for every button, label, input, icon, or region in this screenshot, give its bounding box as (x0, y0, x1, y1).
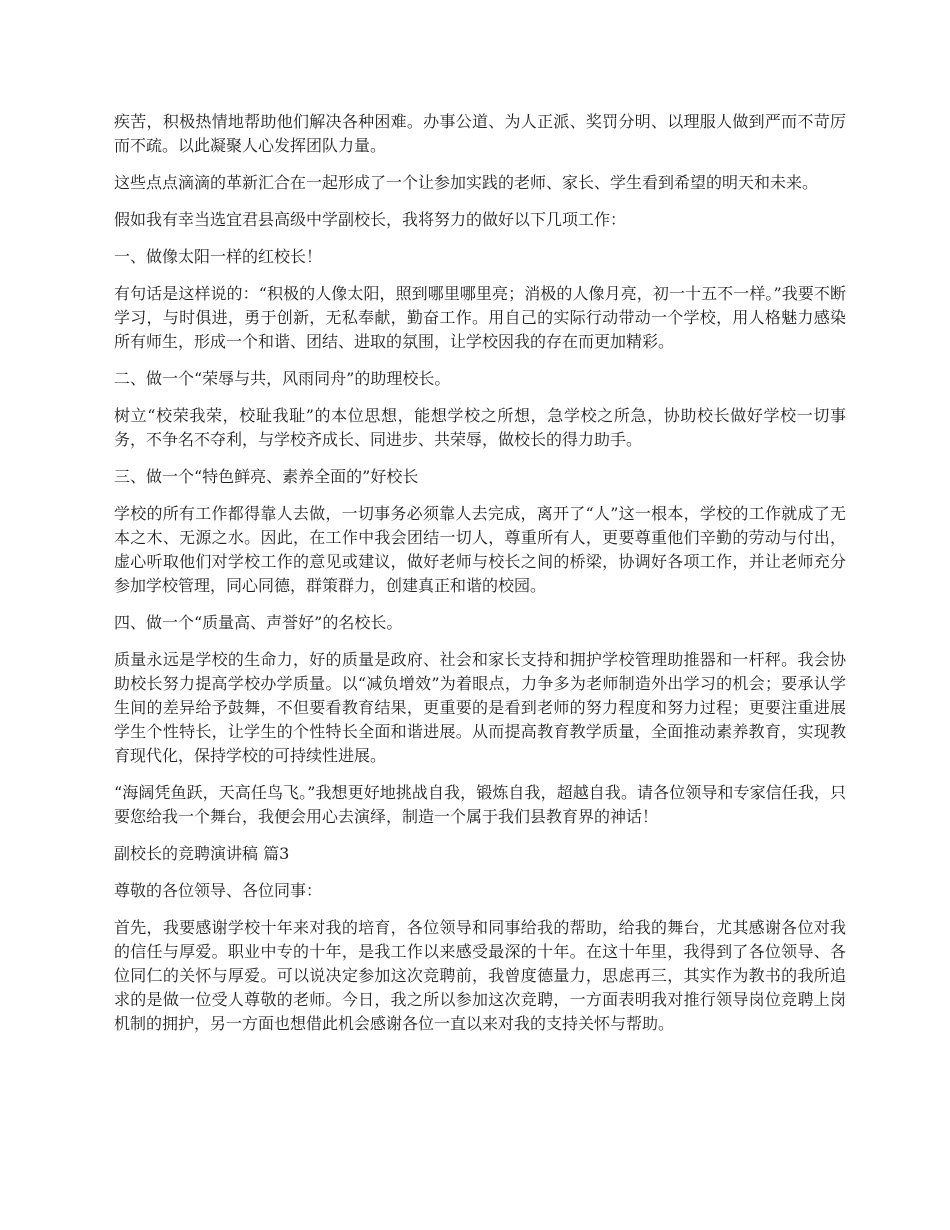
section-heading-1: 一、做像太阳一样的红校长！ (114, 247, 323, 266)
paragraph-section-2-body: 树立“校荣我荣，校耻我耻”的本位思想，能想学校之所想，急学校之所急，协助校长做好学校一切事务，不争名不夺利，与学校齐成长、同进步、共荣辱，做校长的得力助手。 (114, 406, 846, 449)
paragraph-part-3-opening: 首先，我要感谢学校十年来对我的培育，各位领导和同事给我的帮助，给我的舞台，尤其感谢各位对我的信任与厚爱。职业中专的十年，是我工作以来感受最深的十年。在这十年里，我得到了各位领导、各位同仁的关怀与厚爱。可以说决定参加这次竞聘前，我曾度德量力，思虑再三，其实作为教书的我所追求的是做一位受人尊敬的老师。今日，我之所以参加这次竞聘，一方面表明我对推行领导岗位竞聘上岗机制的拥护，另一方面也想借此机会感谢各位一直以来对我的支持关怀与帮助。 (114, 918, 846, 1033)
paragraph-work-plan-lead: 假如我有幸当选宜君县高级中学副校长，我将努力的做好以下几项工作： (114, 210, 627, 229)
section-heading-4: 四、做一个“质量高、声誉好”的名校长。 (114, 613, 403, 632)
paragraph-closing: “海阔凭鱼跃，天高任鸟飞。”我想更好地挑战自我，锻炼自我，超越自我。请各位领导和专家信任我，只要您给我一个舞台，我便会用心去演绎，制造一个属于我们县教育界的神话！ (114, 783, 846, 826)
paragraph-section-1-body: 有句话是这样说的：“积极的人像太阳，照到哪里哪里亮；消极的人像月亮，初一十五不一样。”我要不断学习，与时俱进，勇于创新，无私奉献，勤奋工作。用自己的实际行动带动一个学校，用人格魅力感染所有师生，形成一个和谐、团结、进取的氛围，让学校因我的存在而更加精彩。 (114, 284, 846, 351)
section-heading-3: 三、做一个“特色鲜亮、素养全面的”好校长 (114, 467, 419, 486)
salutation: 尊敬的各位领导、各位同事： (114, 881, 323, 900)
paragraph-reform-summary: 这些点点滴滴的革新汇合在一起形成了一个让参加实践的老师、家长、学生看到希望的明天和未来。 (114, 173, 819, 192)
paragraph-section-3-body: 学校的所有工作都得靠人去做，一切事务必须靠人去完成，离开了“人”这一根本，学校的工作就成了无本之木、无源之水。因此，在工作中我会团结一切人，尊重所有人，更要尊重他们辛勤的劳动与付出，虚心听取他们对学校工作的意见或建议，做好老师与校长之间的桥梁，协调好各项工作，并让老师充分参加学校管理，同心同德，群策群力，创建真正和谐的校园。 (114, 504, 846, 595)
document-page (114, 110, 846, 1049)
paragraph-section-4-body: 质量永远是学校的生命力，好的质量是政府、社会和家长支持和拥护学校管理助推器和一杆秤。我会协助校长努力提高学校办学质量。以“减负增效”为着眼点，力争多为老师制造外出学习的机会；要承认学生间的差异给予鼓舞，不但要看教育结果，更重要的是看到老师的努力程度和努力过程；更要注重进展学生个性特长，让学生的个性特长全面和谐进展。从而提高教育教学质量，全面推动素养教育，实现教育现代化，保持学校的可持续性进展。 (114, 650, 846, 765)
article-title-part-3: 副校长的竞聘演讲稿 篇3 (114, 844, 290, 863)
paragraph-intro-continuation: 疾苦，积极热情地帮助他们解决各种困难。办事公道、为人正派、奖罚分明、以理服人做到严而不苛厉而不疏。以此凝聚人心发挥团队力量。 (114, 112, 846, 155)
section-heading-2: 二、做一个“荣辱与共，风雨同舟”的助理校长。 (114, 369, 451, 388)
